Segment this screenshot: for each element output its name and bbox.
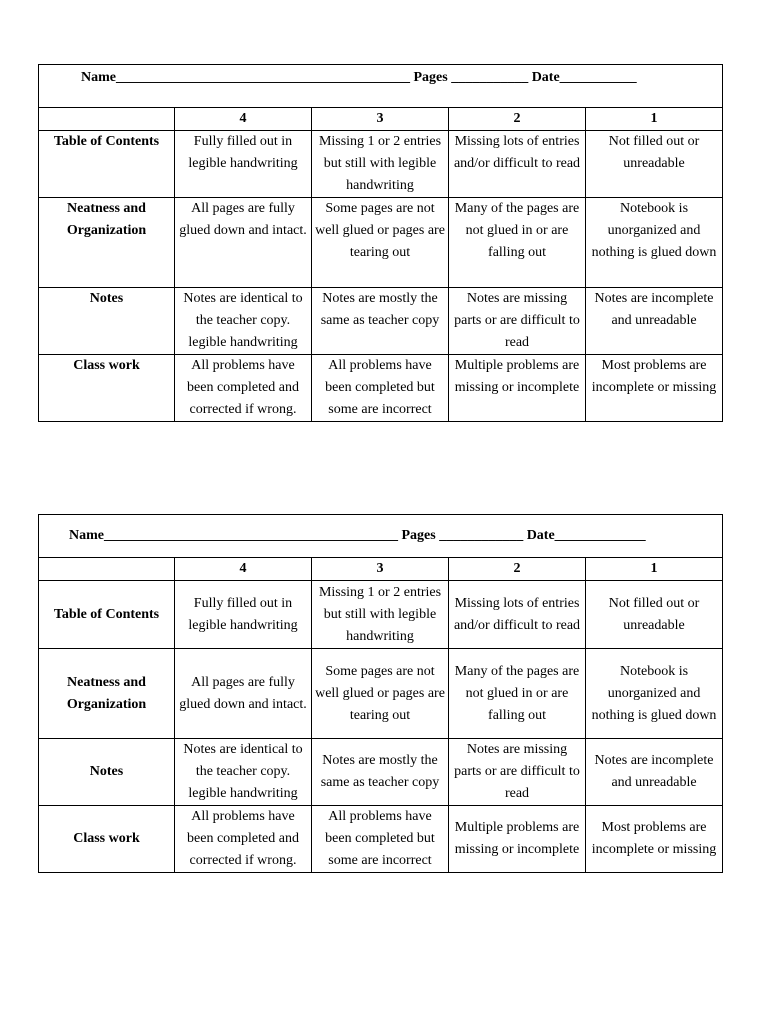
category-neatness-organization: Neatness and Organization (39, 198, 175, 288)
criteria-cell: All problems have been completed but some are incorrect (312, 355, 449, 422)
criteria-cell: All problems have been completed and corrected if wrong. (175, 355, 312, 422)
criteria-cell: Not filled out or unreadable (586, 131, 723, 198)
score-header: 3 (312, 558, 449, 581)
criteria-cell: Notes are missing parts or are difficult to read (449, 739, 586, 806)
rubric-table-1 (38, 64, 723, 422)
criteria-cell: Notes are identical to the teacher copy. legible handwriting (175, 739, 312, 806)
criteria-cell: Most problems are incomplete or missing (586, 355, 723, 422)
category-neatness-organization: Neatness and Organization (39, 649, 175, 739)
criteria-cell: Some pages are not well glued or pages are tearing out (312, 649, 449, 739)
rubric-header (39, 65, 723, 108)
criteria-cell: Missing lots of entries and/or difficult to read (449, 581, 586, 649)
criteria-cell: Many of the pages are not glued in or are falling out (449, 198, 586, 288)
score-header: 1 (586, 558, 723, 581)
score-header: 2 (449, 558, 586, 581)
name-pages-date-line: Name__________________________________________ Pages ___________ Date___________ (81, 70, 637, 85)
criteria-cell: Notebook is unorganized and nothing is glued down (586, 198, 723, 288)
category-notes: Notes (39, 288, 175, 355)
category-header-cell (39, 108, 175, 131)
criteria-cell: Some pages are not well glued or pages are tearing out (312, 198, 449, 288)
criteria-cell: All problems have been completed and corrected if wrong. (175, 806, 312, 873)
score-header: 1 (586, 108, 723, 131)
rubric-table-2 (38, 514, 723, 873)
category-table-of-contents: Table of Contents (39, 581, 175, 649)
criteria-cell: All pages are fully glued down and intact. (175, 649, 312, 739)
criteria-cell: All pages are fully glued down and intact. (175, 198, 312, 288)
criteria-cell: Most problems are incomplete or missing (586, 806, 723, 873)
category-header-cell (39, 558, 175, 581)
criteria-cell: Missing lots of entries and/or difficult to read (449, 131, 586, 198)
category-table-of-contents: Table of Contents (39, 131, 175, 198)
score-header: 4 (175, 108, 312, 131)
score-header: 2 (449, 108, 586, 131)
name-pages-date-line: Name__________________________________________ Pages ____________ Date_____________ (69, 528, 646, 543)
score-header: 3 (312, 108, 449, 131)
criteria-cell: Many of the pages are not glued in or are falling out (449, 649, 586, 739)
criteria-cell: Not filled out or unreadable (586, 581, 723, 649)
criteria-cell: Missing 1 or 2 entries but still with legible handwriting (312, 581, 449, 649)
criteria-cell: All problems have been completed but some are incorrect (312, 806, 449, 873)
score-header: 4 (175, 558, 312, 581)
criteria-cell: Notes are incomplete and unreadable (586, 739, 723, 806)
criteria-cell: Notes are mostly the same as teacher copy (312, 288, 449, 355)
criteria-cell: Multiple problems are missing or incomplete (449, 355, 586, 422)
category-class-work: Class work (39, 355, 175, 422)
criteria-cell: Multiple problems are missing or incomplete (449, 806, 586, 873)
criteria-cell: Fully filled out in legible handwriting (175, 131, 312, 198)
criteria-cell: Notes are missing parts or are difficult to read (449, 288, 586, 355)
category-notes: Notes (39, 739, 175, 806)
category-class-work: Class work (39, 806, 175, 873)
rubric-header (39, 515, 723, 558)
criteria-cell: Notes are incomplete and unreadable (586, 288, 723, 355)
criteria-cell: Missing 1 or 2 entries but still with legible handwriting (312, 131, 449, 198)
criteria-cell: Notes are identical to the teacher copy. legible handwriting (175, 288, 312, 355)
criteria-cell: Fully filled out in legible handwriting (175, 581, 312, 649)
criteria-cell: Notebook is unorganized and nothing is glued down (586, 649, 723, 739)
criteria-cell: Notes are mostly the same as teacher copy (312, 739, 449, 806)
